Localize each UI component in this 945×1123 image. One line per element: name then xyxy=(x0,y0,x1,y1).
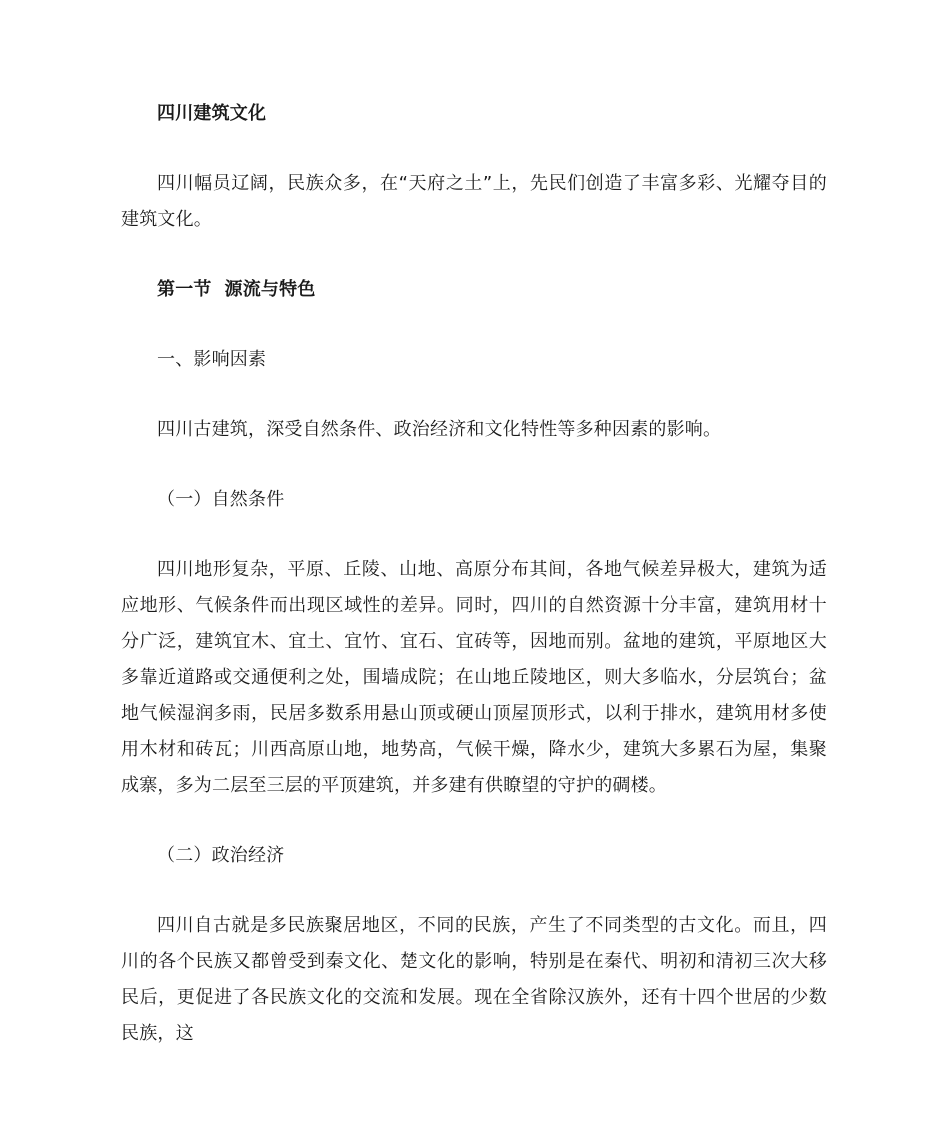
natural-conditions-heading: （一）自然条件 xyxy=(157,489,285,510)
politics-economy-paragraph: 四川自古就是多民族聚居地区，不同的民族，产生了不同类型的古文化。而且，四川的各个民族又都曾受到秦文化、楚文化的影响，特别是在秦代、明初和清初三次大移民后，更促进了各民族文化的交流和发展。现在全省除汉族外，还有十四个世居的少数民族，这 xyxy=(121,915,827,1044)
subsection-intro-paragraph: 四川古建筑，深受自然条件、政治经济和文化特性等多种因素的影响。 xyxy=(157,419,722,440)
intro-paragraph: 四川幅员辽阔，民族众多，在“天府之土”上，先民们创造了丰富多彩、光耀夺目的建筑文化。 xyxy=(121,173,827,230)
politics-economy-heading: （二）政治经济 xyxy=(157,845,285,866)
natural-conditions-paragraph: 四川地形复杂，平原、丘陵、山地、高原分布其间，各地气候差异极大，建筑为适应地形、气候条件而出现区域性的差异。同时，四川的自然资源十分丰富，建筑用材十分广泛，建筑宜木、宜土、宜竹、宜石、宜砖等，因地而别。盆地的建筑，平原地区大多靠近道路或交通便利之处，围墙成院；在山地丘陵地区，则大多临水，分层筑台；盆地气候湿润多雨，民居多数系用悬山顶或硬山顶屋顶形式，以利于排水，建筑用材多使用木材和砖瓦；川西高原山地，地势高，气候干燥，降水少，建筑大多累石为屋，集聚成寨，多为二层至三层的平顶建筑，并多建有供瞭望的守护的碉楼。 xyxy=(121,559,827,796)
section-heading: 第一节 源流与特色 xyxy=(157,279,316,300)
subsection-heading: 一、影响因素 xyxy=(157,349,267,370)
document-content xyxy=(121,96,827,1086)
document-title: 四川建筑文化 xyxy=(157,103,267,124)
